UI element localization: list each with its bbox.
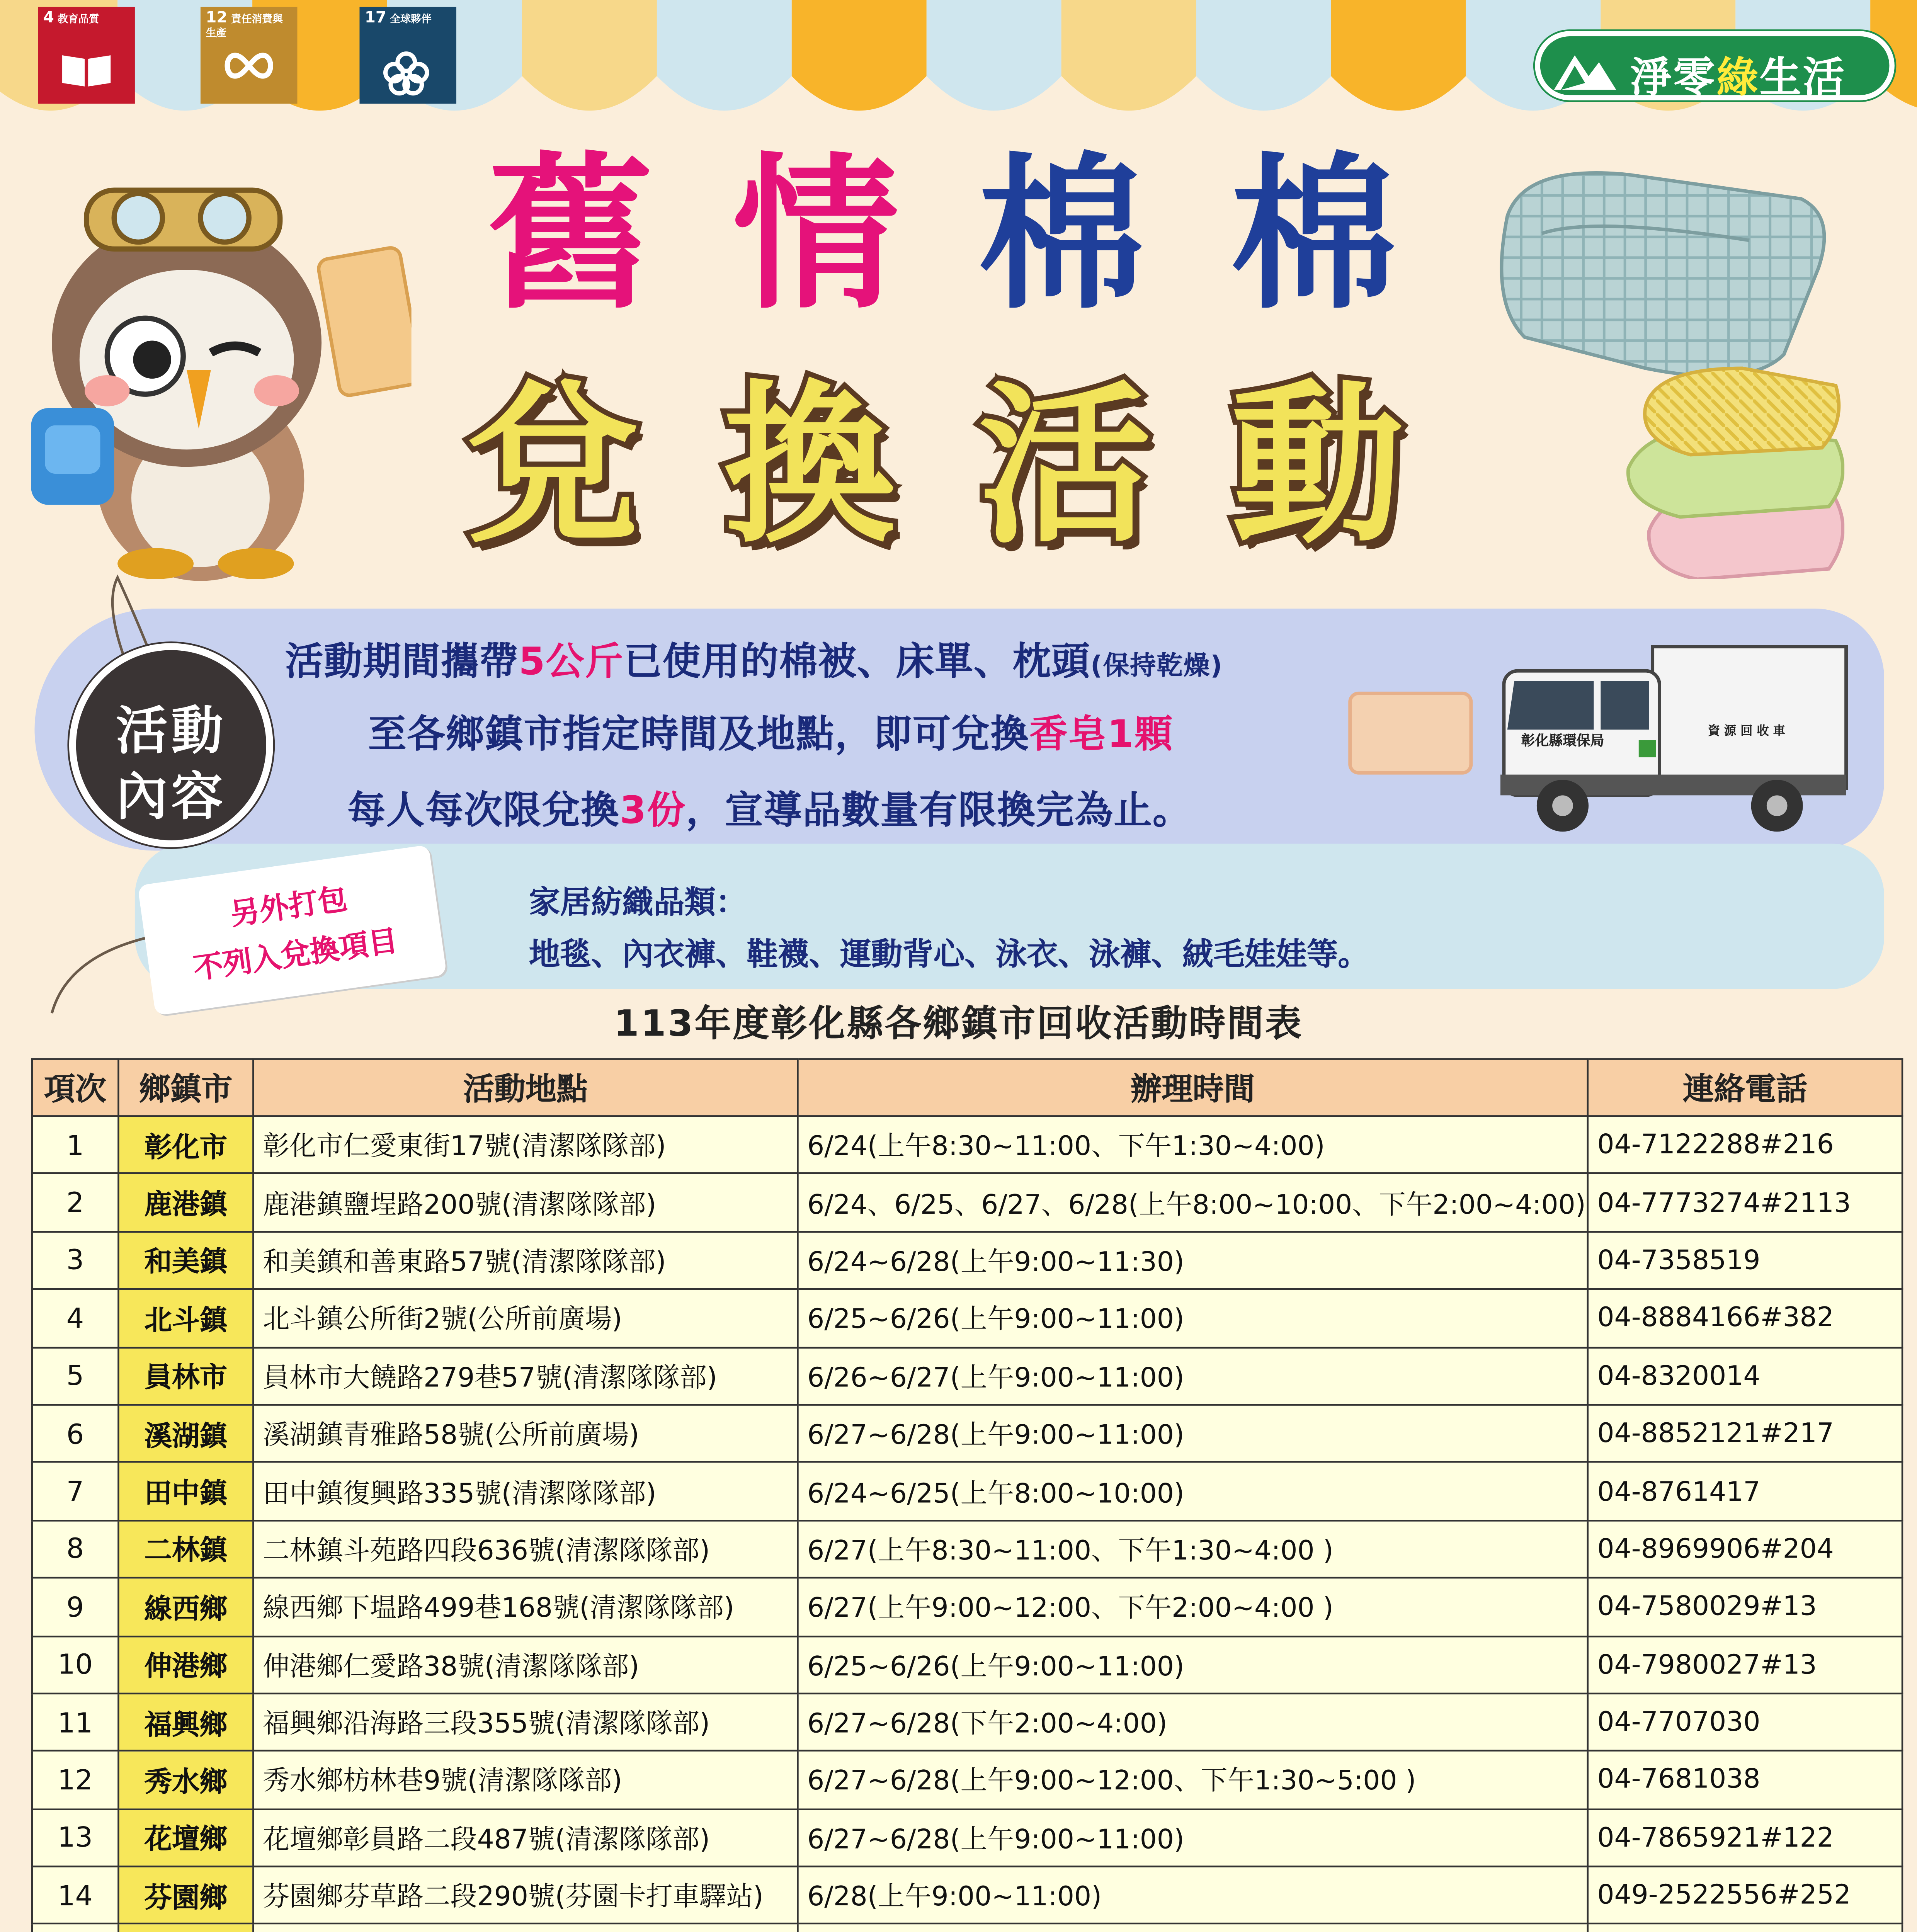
- row-location: 北斗鎮公所街2號(公所前廣場): [253, 1289, 798, 1347]
- row-phone: 04-8320014: [1588, 1347, 1902, 1405]
- row-township: 福興鄉: [118, 1693, 253, 1751]
- row-time: 6/27~6/28(上午9:00~11:00): [798, 1405, 1587, 1462]
- row-location: 員林市大饒路279巷57號(清潔隊隊部): [253, 1347, 798, 1405]
- row-location: 花壇鄉彰員路二段487號(清潔隊隊部): [253, 1809, 798, 1866]
- truck-door-label: 彰化縣環保局: [1521, 733, 1604, 749]
- sdg-badge-12: 12 責任消費與生產: [201, 7, 298, 104]
- row-index: 11: [32, 1693, 119, 1751]
- sdg-badge-4: 4 教育品質: [38, 7, 135, 104]
- row-location: 秀水鄉枋林巷9號(清潔隊隊部): [253, 1751, 798, 1809]
- title-char: 兌: [466, 365, 640, 567]
- table-row: [32, 1578, 1902, 1636]
- row-township: [118, 1924, 253, 1932]
- activity-line-3: 每人每次限兌換3份，宣導品數量有限換完為止。: [347, 790, 1192, 833]
- row-phone: 04-7865921#122: [1588, 1809, 1902, 1866]
- row-index: 3: [32, 1231, 119, 1289]
- tag2-line-2: 不列入兌換項目: [191, 924, 400, 988]
- table-row: [32, 1347, 1902, 1405]
- infinity-icon: [221, 48, 277, 83]
- row-index: 12: [32, 1751, 119, 1809]
- row-township: 北斗鎮: [118, 1289, 253, 1347]
- sdg-badge-17: 17 全球夥伴: [359, 7, 456, 104]
- row-index: 4: [32, 1289, 119, 1347]
- tag2-line-1: 另外打包: [228, 883, 350, 934]
- row-time: 6/24、6/25、6/27、6/28(上午8:00~10:00、下午2:00~4:00): [798, 1174, 1587, 1231]
- table-row: [32, 1809, 1902, 1866]
- row-location: 伸港鄉仁愛路38號(清潔隊隊部): [253, 1636, 798, 1693]
- table-row: [32, 1520, 1902, 1578]
- awning-scallop: [927, 0, 1061, 111]
- awning-scallop: [792, 0, 927, 111]
- row-time: 6/27~6/28(上午9:00~12:00、下午1:30~5:00 ): [798, 1751, 1587, 1809]
- row-time: 6/27(上午8:30~11:00、下午1:30~4:00 ): [798, 1520, 1587, 1578]
- row-phone: 04-7707030: [1588, 1693, 1902, 1751]
- row-township: 彰化市: [118, 1116, 253, 1173]
- row-time: 6/25~6/26(上午9:00~11:00): [798, 1289, 1587, 1347]
- row-phone: 04-8761417: [1588, 1463, 1902, 1520]
- row-index: 1: [32, 1116, 119, 1173]
- row-time: 6/27~6/28(下午2:00~4:00): [798, 1693, 1587, 1751]
- table-header-row: [32, 1059, 1902, 1116]
- row-time: 6/25~6/26(上午9:00~11:00): [798, 1636, 1587, 1693]
- row-location: 彰化市仁愛東街17號(清潔隊隊部): [253, 1116, 798, 1173]
- row-time: 6/27(上午9:00~12:00、下午2:00~4:00 ): [798, 1578, 1587, 1636]
- table-row: [32, 1116, 1902, 1173]
- title-char: 舊: [487, 138, 653, 332]
- row-phone: 04-8852121#217: [1588, 1405, 1902, 1462]
- schedule-table: [31, 1058, 1902, 1932]
- row-location: 福興鄉沿海路三段355號(清潔隊隊部): [253, 1693, 798, 1751]
- row-index: 10: [32, 1636, 119, 1693]
- awning-scallop: [1061, 0, 1196, 111]
- header-phone: 連絡電話: [1588, 1059, 1902, 1116]
- row-location: 二林鎮斗苑路四段636號(清潔隊隊部): [253, 1520, 798, 1578]
- row-index: 8: [32, 1520, 119, 1578]
- row-time: 6/24(上午8:30~11:00、下午1:30~4:00): [798, 1116, 1587, 1173]
- awning-scallop: [1196, 0, 1331, 111]
- row-phone: 04-7358519: [1588, 1231, 1902, 1289]
- table-row: [32, 1924, 1902, 1932]
- row-time: 6/28(上午9:00~11:00): [798, 1867, 1587, 1924]
- activity-content-tag: [69, 643, 273, 847]
- row-location: 鹿港鎮鹽埕路200號(清潔隊隊部): [253, 1174, 798, 1231]
- tag-line-2: 內容: [116, 767, 227, 828]
- row-index: 9: [32, 1578, 119, 1636]
- table-row: [32, 1405, 1902, 1462]
- table-row: [32, 1231, 1902, 1289]
- row-index: [32, 1924, 119, 1932]
- title-char: 棉: [1231, 138, 1397, 332]
- table-row: [32, 1174, 1902, 1231]
- row-phone: 04-7122288#216: [1588, 1116, 1902, 1173]
- title-char: 換: [722, 365, 896, 567]
- brand-text: 淨零綠生活: [1630, 53, 1846, 102]
- exclusion-items: 地毯、內衣褲、鞋襪、運動背心、泳衣、泳褲、絨毛娃娃等。: [529, 937, 1369, 974]
- table-row: [32, 1751, 1902, 1809]
- row-index: 7: [32, 1463, 119, 1520]
- table-row: [32, 1693, 1902, 1751]
- row-township: 伸港鄉: [118, 1636, 253, 1693]
- row-time: 6/24~6/28(上午9:00~11:30): [798, 1231, 1587, 1289]
- activity-line-1: 活動期間攜帶5公斤已使用的棉被、床單、枕頭(保持乾燥): [285, 641, 1223, 685]
- header-township: 鄉鎮市: [118, 1059, 253, 1116]
- row-township: 鹿港鎮: [118, 1174, 253, 1231]
- row-index: 13: [32, 1809, 119, 1866]
- row-township: 溪湖鎮: [118, 1405, 253, 1462]
- title-char: 情: [733, 138, 899, 332]
- header-time: 辦理時間: [798, 1059, 1587, 1116]
- row-township: 線西鄉: [118, 1578, 253, 1636]
- row-phone: 04-8969906#204: [1588, 1520, 1902, 1578]
- row-phone: 04-8884166#382: [1588, 1289, 1902, 1347]
- net-zero-green-life-logo: [1535, 31, 1894, 100]
- row-phone: 04-7980027#13: [1588, 1636, 1902, 1693]
- row-location: 溪湖鎮青雅路58號(公所前廣場): [253, 1405, 798, 1462]
- title-char: 動: [1231, 365, 1404, 567]
- row-township: 二林鎮: [118, 1520, 253, 1578]
- row-township: 員林市: [118, 1347, 253, 1405]
- schedule-table-title: 113年度彰化縣各鄉鎮市回收活動時間表: [614, 1003, 1303, 1044]
- truck-side-label: 資 源 回 收 車: [1708, 724, 1785, 738]
- tag-line-1: 活動: [116, 702, 227, 763]
- row-location: 和美鎮和善東路57號(清潔隊隊部): [253, 1231, 798, 1289]
- row-index: 5: [32, 1347, 119, 1405]
- row-index: 2: [32, 1174, 119, 1231]
- row-time: 6/26~6/27(上午9:00~11:00): [798, 1347, 1587, 1405]
- row-township: 芬園鄉: [118, 1867, 253, 1924]
- row-time: 6/27~6/28(上午9:00~11:00): [798, 1809, 1587, 1866]
- blanket-and-pillows-illustration: [1490, 164, 1844, 579]
- table-row: [32, 1867, 1902, 1924]
- exclusion-heading: 家居紡織品類：: [529, 885, 747, 922]
- awning-scallop: [1331, 0, 1466, 111]
- row-phone: 04-7580029#13: [1588, 1578, 1902, 1636]
- row-index: 14: [32, 1867, 119, 1924]
- row-phone: 049-2522556#252: [1588, 1867, 1902, 1924]
- book-icon: [59, 48, 114, 90]
- row-location: [253, 1924, 798, 1932]
- partnership-flower-icon: [380, 48, 432, 97]
- activity-line-2: 至各鄉鎮市指定時間及地點，即可兌換香皂1顆: [368, 714, 1174, 757]
- table-row: [32, 1636, 1902, 1693]
- row-phone: [1588, 1924, 1902, 1932]
- title-char: 活: [978, 365, 1152, 567]
- row-township: 花壇鄉: [118, 1809, 253, 1866]
- awning-scallop: [522, 0, 657, 111]
- row-location: 田中鎮復興路335號(清潔隊隊部): [253, 1463, 798, 1520]
- row-phone: 04-7681038: [1588, 1751, 1902, 1809]
- title-char: 棉: [978, 138, 1145, 332]
- awning-scallop: [657, 0, 792, 111]
- table-row: [32, 1289, 1902, 1347]
- row-township: 秀水鄉: [118, 1751, 253, 1809]
- header-location: 活動地點: [253, 1059, 798, 1116]
- row-township: 田中鎮: [118, 1463, 253, 1520]
- mountain-logo-icon: [1551, 45, 1620, 93]
- row-location: 芬園鄉芬草路二段290號(芬園卡打車驛站): [253, 1867, 798, 1924]
- row-index: 6: [32, 1405, 119, 1462]
- row-township: 和美鎮: [118, 1231, 253, 1289]
- owl-mascot-illustration: [31, 152, 412, 585]
- row-time: [798, 1924, 1587, 1932]
- row-location: 線西鄉下塭路499巷168號(清潔隊隊部): [253, 1578, 798, 1636]
- table-row: [32, 1463, 1902, 1520]
- header-index: 項次: [32, 1059, 119, 1116]
- soap-image: [1348, 692, 1473, 775]
- row-time: 6/24~6/25(上午8:00~10:00): [798, 1463, 1587, 1520]
- row-phone: 04-7773274#2113: [1588, 1174, 1902, 1231]
